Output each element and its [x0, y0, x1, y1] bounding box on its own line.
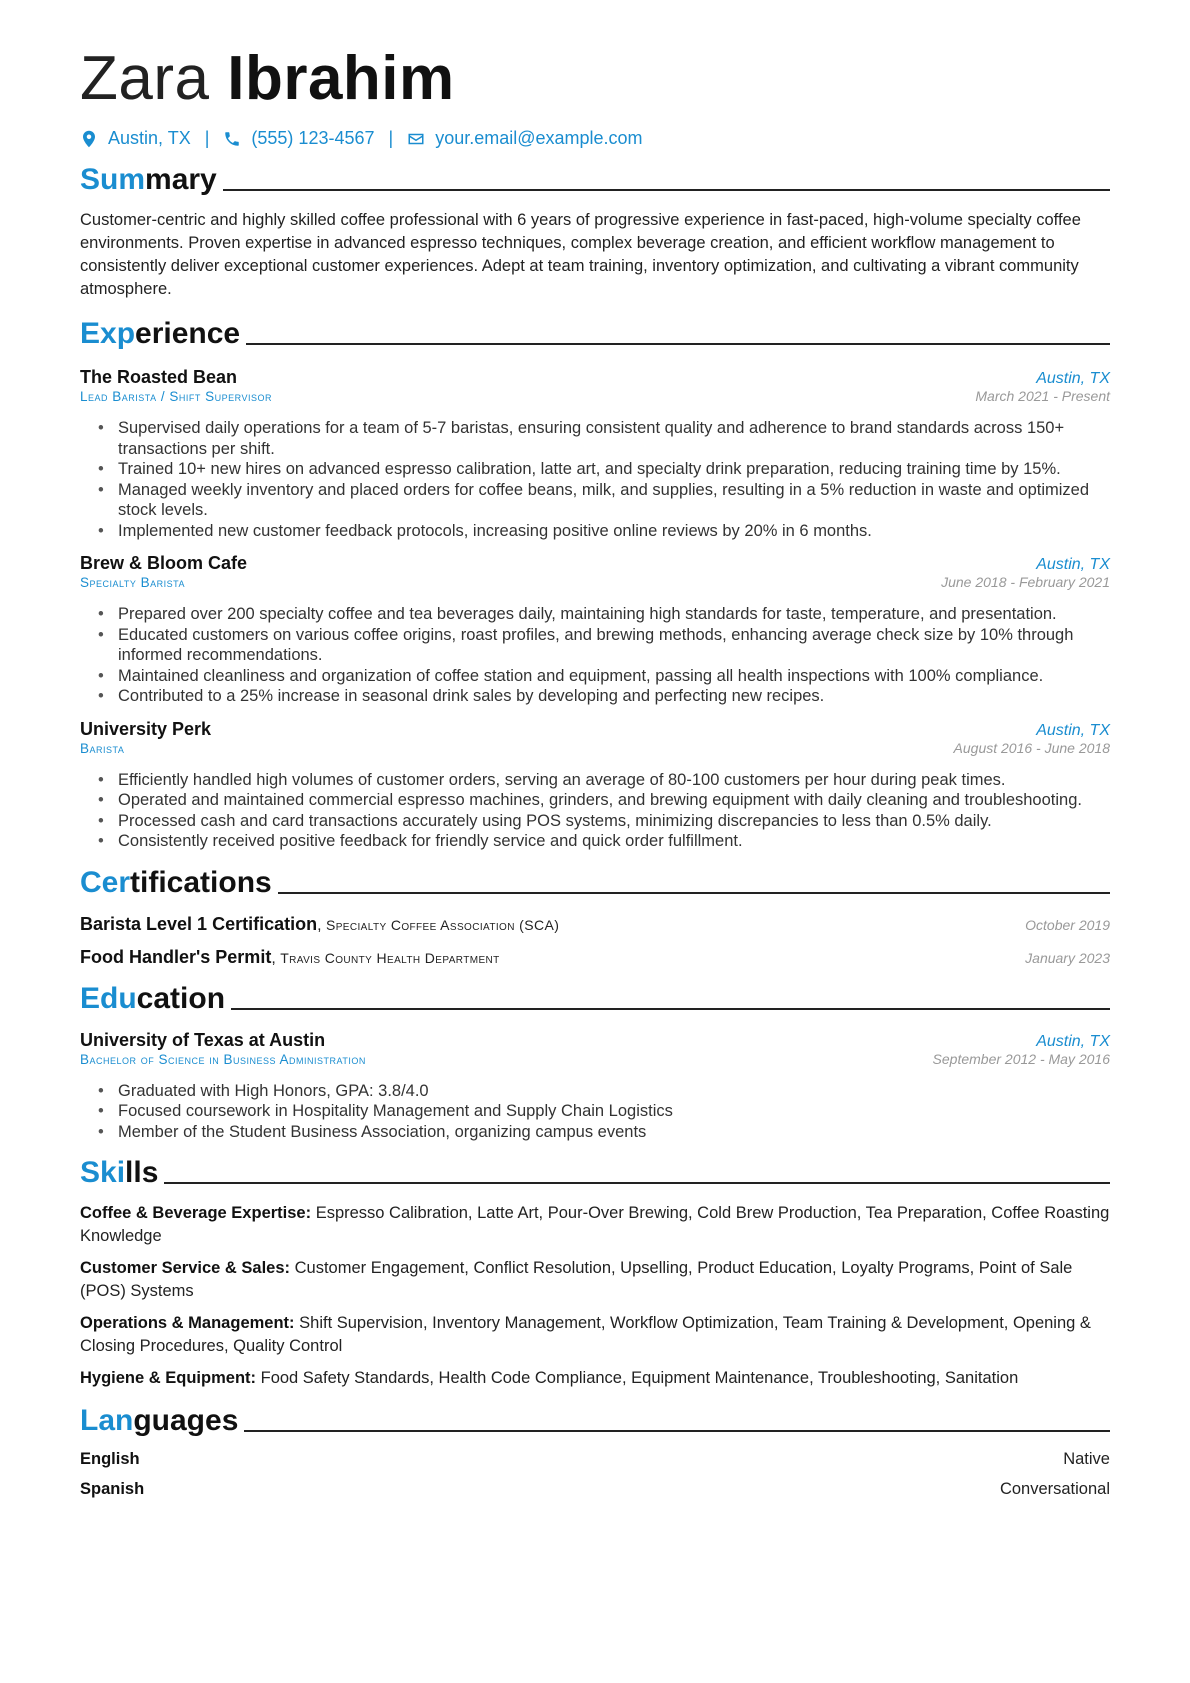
language-name: English	[80, 1450, 140, 1468]
job-role: Barista	[80, 740, 125, 756]
certification-date: October 2019	[1025, 916, 1110, 933]
certification-issuer: Travis County Health Department	[280, 949, 500, 966]
skills-heading	[80, 1156, 1110, 1190]
skill-label: Operations & Management:	[80, 1314, 295, 1332]
section-rule	[246, 343, 1110, 345]
company-name: University Perk	[80, 718, 212, 739]
language-item	[80, 1480, 1110, 1499]
certifications-heading	[80, 866, 1110, 900]
skill-values: Food Safety Standards, Health Code Compliance, Equipment Maintenance, Troubleshooting, Sanitation	[260, 1369, 1019, 1387]
job-role: Specialty Barista	[80, 575, 185, 590]
skill-values: Espresso Calibration, Latte Art, Pour-Over Brewing, Cold Brew Production, Tea Preparation, Coffee Roasting Knowledge	[80, 1204, 1110, 1245]
language-item	[80, 1450, 1110, 1469]
contact-location	[80, 128, 191, 149]
skill-label: Coffee & Beverage Expertise:	[80, 1204, 312, 1222]
list-item: • Efficiently handled high volumes of customer orders, serving an average of 80-100 customers per hour during peak times.	[118, 770, 1110, 791]
contact-line	[80, 128, 1110, 149]
list-item: • Educated customers on various coffee origins, roast profiles, and brewing methods, enhancing average check size by 10% through informed recommendations.	[118, 625, 1110, 666]
school-name: University of Texas at Austin	[80, 1029, 326, 1050]
degree: Bachelor of Science in Business Administration	[80, 1051, 366, 1067]
section-rule	[231, 1008, 1110, 1010]
certification-name: Barista Level 1 Certification	[80, 913, 318, 934]
languages-heading	[80, 1404, 1110, 1438]
education-heading	[80, 982, 1110, 1016]
job-bullets	[80, 604, 1110, 707]
school-location: Austin, TX	[1036, 1032, 1110, 1050]
list-item: • Processed cash and card transactions accurately using POS systems, minimizing discrepancies to less than 0.5% daily.	[118, 811, 1110, 832]
summary-heading	[80, 163, 1110, 197]
language-name: Spanish	[80, 1480, 145, 1498]
language-level: Native	[1063, 1450, 1110, 1468]
section-title: Summary	[80, 163, 217, 196]
job-entry	[80, 367, 1110, 541]
job-role: Lead Barista / Shift Supervisor	[80, 389, 272, 404]
section-title: Certifications	[80, 865, 272, 899]
location-text: Austin, TX	[108, 128, 191, 148]
list-item: • Consistently received positive feedback for friendly service and quick order fulfillment.	[118, 831, 1110, 852]
candidate-name	[80, 44, 1110, 114]
company-name: The Roasted Bean	[80, 367, 238, 387]
education-entry	[80, 1030, 1110, 1143]
list-item: • Prepared over 200 specialty coffee and tea beverages daily, maintaining high standards for taste, temperature, and presentation.	[118, 604, 1110, 625]
list-item: • Trained 10+ new hires on advanced espresso calibration, latte art, and specialty drink preparation, reducing training time by 15%.	[118, 459, 1110, 480]
skill-group	[80, 1257, 1110, 1303]
list-item: • Contributed to a 25% increase in seasonal drink sales by developing and perfecting new recipes.	[118, 686, 1110, 707]
skill-label: Hygiene & Equipment:	[80, 1369, 257, 1387]
certification-item: Barista Level 1 Certification, Specialty Coffee Association (SCA) October 2019	[80, 913, 1110, 934]
first-name: Zara	[80, 44, 210, 113]
list-item: • Operated and maintained commercial espresso machines, grinders, and brewing equipment with daily cleaning and troubleshooting.	[118, 790, 1110, 811]
contact-email[interactable]	[407, 128, 642, 149]
list-item: • Supervised daily operations for a team of 5-7 baristas, ensuring consistent quality and adherence to brand standards across 150+ transactions per shift.	[118, 418, 1110, 459]
job-dates: August 2016 - June 2018	[953, 739, 1110, 756]
language-level: Conversational	[999, 1480, 1110, 1498]
phone-icon	[223, 130, 241, 148]
contact-separator: |	[388, 128, 394, 148]
list-item: • Implemented new customer feedback protocols, increasing positive online reviews by 20% in 6 months.	[118, 521, 1110, 542]
skill-group	[80, 1202, 1110, 1248]
skill-values: Shift Supervision, Inventory Management, Workflow Optimization, Team Training & Development, Opening & Closing Procedures, Quality Control	[80, 1314, 1091, 1355]
job-dates: March 2021 - Present	[975, 388, 1110, 404]
certification-name: Food Handler's Permit	[80, 946, 272, 967]
skill-label: Customer Service & Sales:	[80, 1259, 291, 1277]
job-bullets	[80, 418, 1110, 541]
section-rule	[164, 1182, 1110, 1184]
section-rule	[244, 1430, 1110, 1432]
certification-date: January 2023	[1025, 949, 1110, 966]
envelope-icon	[407, 130, 425, 148]
job-location: Austin, TX	[1036, 721, 1110, 739]
section-title: Experience	[80, 317, 241, 350]
contact-phone	[223, 128, 374, 149]
education-dates: September 2012 - May 2016	[932, 1050, 1110, 1067]
list-item: • Managed weekly inventory and placed orders for coffee beans, milk, and supplies, resulting in a 5% reduction in waste and optimized stock levels.	[118, 480, 1110, 521]
map-pin-icon	[80, 130, 98, 148]
section-title: Skills	[80, 1156, 159, 1189]
experience-heading	[80, 317, 1110, 351]
skill-values: Customer Engagement, Conflict Resolution, Upselling, Product Education, Loyalty Programs, Point of Sale (POS) Systems	[80, 1259, 1073, 1300]
section-title: Languages	[80, 1404, 239, 1437]
email-link[interactable]: your.email@example.com	[435, 128, 643, 148]
skill-group	[80, 1312, 1110, 1358]
job-entry	[80, 719, 1110, 852]
section-rule	[278, 892, 1110, 894]
summary-text: Customer-centric and highly skilled coffee professional with 6 years of progressive experience in fast-paced, high-volume specialty coffee environments. Proven expertise in advanced espresso techniques, complex beverage creation, and efficient workflow management to consistently deliver exceptional customer experiences. Adept at team training, inventory optimization, and cultivating a vibrant community atmosphere.	[80, 211, 1081, 298]
job-dates: June 2018 - February 2021	[941, 574, 1110, 590]
job-location: Austin, TX	[1036, 556, 1110, 573]
certification-issuer: Specialty Coffee Association (SCA)	[325, 916, 560, 933]
company-name: Brew & Bloom Cafe	[80, 553, 248, 573]
section-rule	[223, 189, 1110, 191]
education-bullets	[80, 1081, 1110, 1143]
job-location: Austin, TX	[1036, 370, 1110, 387]
contact-separator: |	[204, 128, 210, 148]
section-title: Education	[80, 981, 226, 1015]
list-item: • Member of the Student Business Association, organizing campus events	[118, 1122, 1110, 1143]
job-entry	[80, 553, 1110, 707]
phone-text: (555) 123-4567	[251, 128, 375, 148]
last-name: Ibrahim	[227, 44, 455, 113]
certification-item: Food Handler's Permit, Travis County Health Department January 2023	[80, 946, 1110, 967]
skill-group	[80, 1367, 1110, 1390]
list-item: • Maintained cleanliness and organization of coffee station and equipment, passing all health inspections with 100% compliance.	[118, 666, 1110, 687]
list-item: • Focused coursework in Hospitality Management and Supply Chain Logistics	[118, 1101, 1110, 1122]
list-item: • Graduated with High Honors, GPA: 3.8/4.0	[118, 1081, 1110, 1102]
job-bullets	[80, 770, 1110, 852]
